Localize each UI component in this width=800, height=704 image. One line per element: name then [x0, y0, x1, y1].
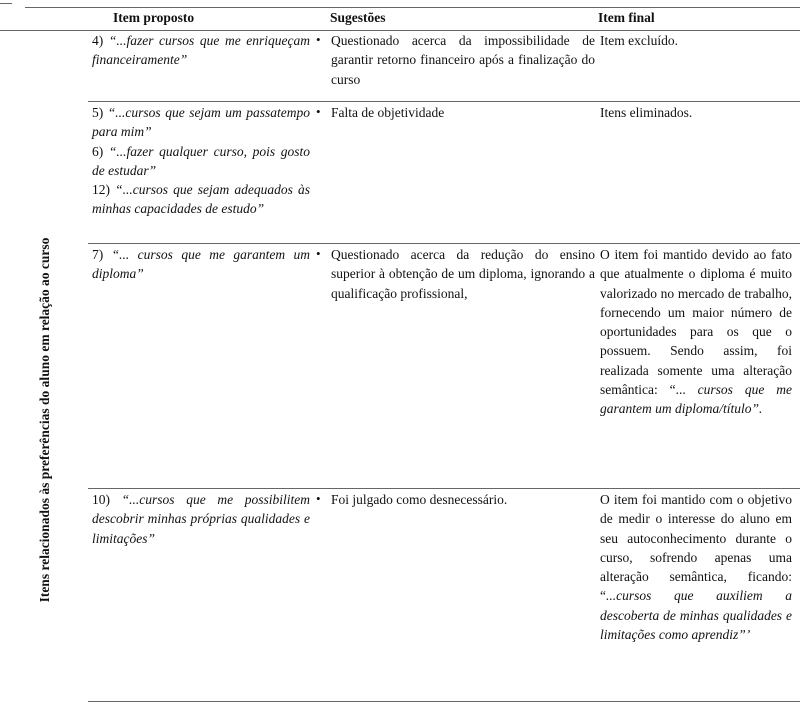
final-italic-text: cursos que me garantem um diploma/título”.	[600, 382, 792, 417]
item-text: “... cursos que me garantem um diploma”	[92, 247, 310, 282]
header-item-final: Item final	[598, 10, 655, 25]
bullet-icon: •	[316, 246, 321, 261]
table-row-2-final: Itens eliminados.	[600, 105, 693, 120]
table-row-4-proposed	[92, 490, 310, 548]
table-row-4-suggestion: Foi julgado como desnecessário.	[331, 492, 508, 507]
header-sugestoes: Sugestões	[330, 10, 386, 25]
item-text: “...cursos que sejam adequados às minhas capacidades de estudo”	[92, 182, 310, 217]
final-italic-text: ...cursos que auxiliem a descoberta de minhas qualidades e limitações como aprendiz”’	[600, 588, 792, 643]
table-row-3-proposed	[92, 245, 310, 284]
item-text: “...cursos que me possibilitem descobrir minhas próprias qualidades e limitações”	[92, 492, 310, 546]
table-row-1-proposed	[92, 31, 310, 70]
item-number: 5)	[92, 105, 108, 120]
header-item-proposto: Item proposto	[113, 10, 195, 25]
item-number: 6)	[92, 143, 109, 159]
row-divider	[88, 488, 800, 489]
bullet-icon: •	[316, 32, 321, 47]
table-row-4-final	[600, 490, 792, 644]
table-bottom-rule	[88, 701, 800, 702]
table-row-3-final	[600, 245, 792, 419]
item-number: 10)	[92, 492, 122, 507]
table-row-2-suggestion: Falta de objetividade	[331, 105, 445, 120]
corner-mark	[0, 3, 12, 4]
item-text: “...cursos que sejam um passatempo para mim”	[92, 105, 311, 140]
item-text: “...fazer qualquer curso, pois gosto de estudar”	[92, 143, 311, 178]
table-row-3-suggestion: Questionado acerca da redução do ensino superior à obtenção de um diploma, ignorando a qualificação profissional,	[331, 247, 595, 301]
table-row-1-final: Item excluído.	[600, 33, 678, 48]
table-row-2-proposed	[92, 103, 310, 219]
table-top-rule	[25, 7, 800, 8]
final-text: O item foi mantido com o objetivo de medir o interesse do aluno em seu autoconhecimento durante o curso, sofrendo apenas uma alteração semântica, ficando: “	[600, 492, 792, 604]
bullet-icon: •	[316, 104, 321, 119]
side-category-label: Itens relacionados às preferências do aluno em relação ao curso	[37, 237, 52, 603]
row-divider	[88, 101, 800, 102]
item-number: 12)	[92, 182, 116, 198]
item-number: 4)	[92, 33, 109, 48]
item-number: 7)	[92, 247, 112, 262]
item-text: “...fazer cursos que me enriqueçam financeiramente”	[92, 33, 310, 68]
row-divider	[88, 243, 800, 244]
table-row-1-suggestion: Questionado acerca da impossibilidade de garantir retorno financeiro após a finalização do curso	[331, 33, 595, 87]
final-text: O item foi mantido devido ao fato que atualmente o diploma é muito valorizado no mercado de trabalho, fornecendo um maior número de oportunidades para os que o possuem. Sendo assim, foi realizada somente uma alteração semântica: “...	[600, 247, 792, 398]
bullet-icon: •	[316, 491, 321, 506]
